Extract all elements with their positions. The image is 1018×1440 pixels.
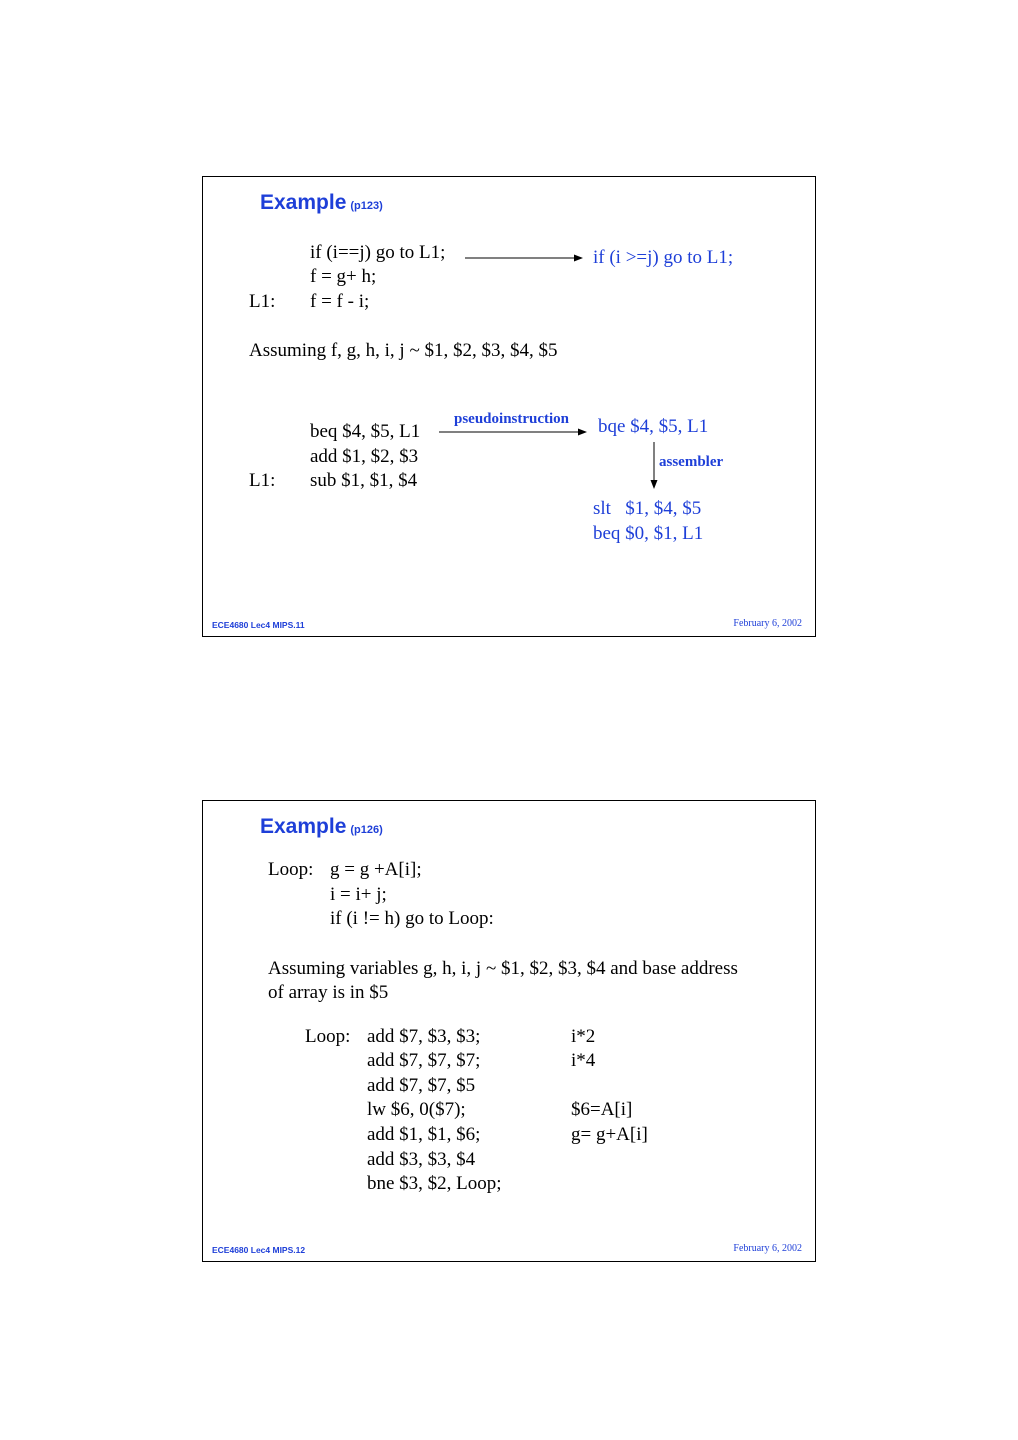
slide-title: Example (p126) — [260, 815, 383, 838]
asm-line: add $7, $7, $5 — [367, 1075, 476, 1096]
footer-date: February 6, 2002 — [733, 1243, 802, 1254]
c-code-line: g = g +A[i]; — [330, 859, 422, 880]
page-reference: (p126) — [350, 824, 383, 836]
label-l1: L1: — [249, 291, 276, 312]
c-code-line: f = g+ h; — [310, 266, 377, 287]
asm-comment: i*2 — [571, 1026, 596, 1047]
asm-line: lw $6, 0($7); — [367, 1099, 466, 1120]
assembler-label: assembler — [659, 454, 724, 470]
expanded-line: beq $0, $1, L1 — [593, 523, 704, 544]
translated-condition: if (i >=j) go to L1; — [593, 247, 734, 268]
page-reference: (p123) — [350, 200, 383, 212]
register-assumption: Assuming variables g, h, i, j ~ $1, $2, $3, $4 and base address — [268, 958, 738, 979]
asm-line: add $7, $3, $3; — [367, 1026, 481, 1047]
loop-label: Loop: — [268, 859, 314, 880]
asm-line: add $7, $7, $7; — [367, 1050, 481, 1071]
asm-line: bne $3, $2, Loop; — [367, 1173, 502, 1194]
asm-comment: $6=A[i] — [571, 1099, 633, 1120]
loop-label: Loop: — [305, 1026, 351, 1047]
c-code-line: i = i+ j; — [330, 884, 387, 905]
asm-line: add $1, $2, $3 — [310, 446, 419, 467]
asm-comment: g= g+A[i] — [571, 1124, 648, 1145]
pseudo-instruction: bqe $4, $5, L1 — [598, 416, 709, 437]
asm-line: add $3, $3, $4 — [367, 1149, 476, 1170]
asm-comment: i*4 — [571, 1050, 596, 1071]
asm-line: add $1, $1, $6; — [367, 1124, 481, 1145]
expanded-line: slt $1, $4, $5 — [593, 498, 702, 519]
label-l1: L1: — [249, 470, 276, 491]
register-assumption: Assuming f, g, h, i, j ~ $1, $2, $3, $4, $5 — [249, 340, 558, 361]
slide-mips-11 — [202, 176, 816, 637]
pseudoinstruction-label: pseudoinstruction — [454, 411, 570, 427]
footer-slide-id: ECE4680 Lec4 MIPS.11 — [212, 620, 305, 630]
footer-slide-id: ECE4680 Lec4 MIPS.12 — [212, 1245, 306, 1255]
asm-line: sub $1, $1, $4 — [310, 470, 418, 491]
slide-mips-12 — [202, 800, 816, 1262]
c-code-line: if (i != h) go to Loop: — [330, 908, 494, 929]
asm-line: beq $4, $5, L1 — [310, 421, 421, 442]
register-assumption: of array is in $5 — [268, 982, 389, 1003]
arrow-assembler — [203, 177, 817, 638]
c-code-line: f = f - i; — [310, 291, 370, 312]
c-code-line: if (i==j) go to L1; — [310, 242, 446, 263]
slide-title: Example (p123) — [260, 191, 383, 214]
footer-date: February 6, 2002 — [733, 618, 802, 629]
